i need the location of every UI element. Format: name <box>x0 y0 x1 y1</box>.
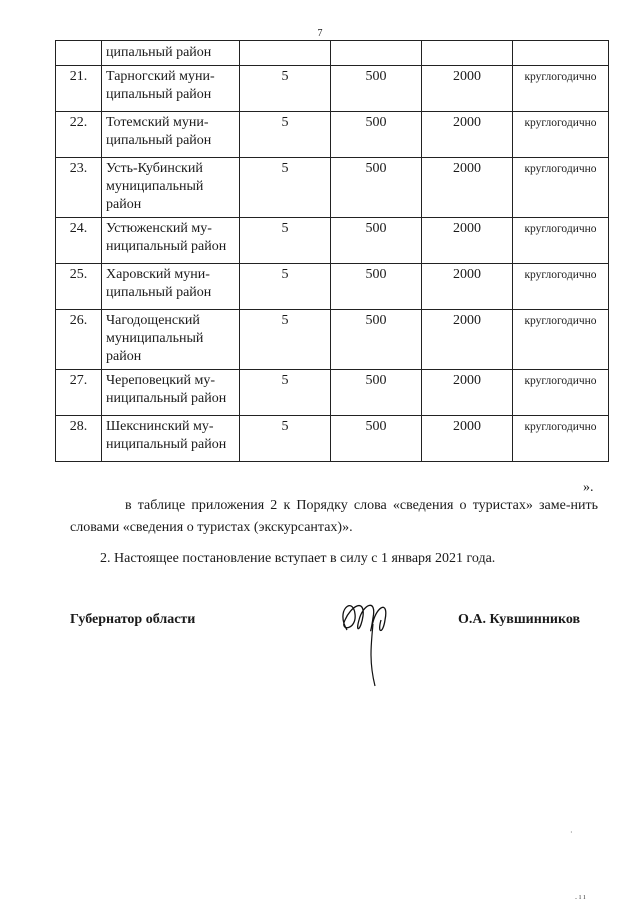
row-number-cell: 28. <box>56 416 102 462</box>
value-c-cell: 2000 <box>422 264 513 310</box>
value-a-cell: 5 <box>240 264 331 310</box>
value-a-cell: 5 <box>240 218 331 264</box>
value-c-cell: 2000 <box>422 218 513 264</box>
value-c-cell: 2000 <box>422 158 513 218</box>
handwritten-signature <box>325 590 415 690</box>
value-a-cell: 5 <box>240 112 331 158</box>
district-name-cell: Тарногский муни-ципальный район <box>102 66 240 112</box>
value-b-cell: 500 <box>331 112 422 158</box>
value-b-cell: 500 <box>331 66 422 112</box>
scan-marks: . ı ı <box>575 892 586 901</box>
value-a-cell: 5 <box>240 310 331 370</box>
district-name-cell: Череповецкий му-ниципальный район <box>102 370 240 416</box>
table-row-continued <box>56 41 609 66</box>
value-c-cell: 2000 <box>422 416 513 462</box>
period-cell: круглогодично <box>513 310 609 370</box>
period-cell: круглогодично <box>513 112 609 158</box>
period-cell: круглогодично <box>513 158 609 218</box>
value-b-cell: 500 <box>331 370 422 416</box>
period-cell: круглогодично <box>513 416 609 462</box>
row-number-cell: 21. <box>56 66 102 112</box>
value-b-cell: 500 <box>331 416 422 462</box>
period-cell: круглогодично <box>513 66 609 112</box>
value-c-cell: 2000 <box>422 370 513 416</box>
value-a-cell: 5 <box>240 416 331 462</box>
table-row <box>56 370 609 416</box>
table-row <box>56 66 609 112</box>
value-c-cell: 2000 <box>422 310 513 370</box>
closing-quote: ». <box>583 480 594 495</box>
value-c-cell: 2000 <box>422 112 513 158</box>
table-row <box>56 416 609 462</box>
signatory-title: Губернатор области <box>70 612 196 627</box>
table-row <box>56 310 609 370</box>
period-cell: круглогодично <box>513 264 609 310</box>
page-number: 7 <box>317 28 323 39</box>
table-row <box>56 218 609 264</box>
district-name-cell: Харовский муни-ципальный район <box>102 264 240 310</box>
signatory-name: О.А. Кувшинников <box>458 612 581 627</box>
amendment-paragraph: в таблице приложения 2 к Порядку слова «сведения о туристах» заме-нить словами «сведения о туристах (экскурсантах)». <box>70 498 598 535</box>
row-number-cell: 27. <box>56 370 102 416</box>
value-b-cell: 500 <box>331 310 422 370</box>
district-name-cell: Шекснинский му-ниципальный район <box>102 416 240 462</box>
period-cell: круглогодично <box>513 370 609 416</box>
period-cell: круглогодично <box>513 218 609 264</box>
effective-date-paragraph: 2. Настоящее постановление вступает в силу с 1 января 2021 года. <box>100 551 496 566</box>
value-b-cell: 500 <box>331 218 422 264</box>
row-number-cell: 22. <box>56 112 102 158</box>
value-a-cell: 5 <box>240 158 331 218</box>
table-row <box>56 264 609 310</box>
district-name-cell: Тотемский муни-ципальный район <box>102 112 240 158</box>
row-number-cell: 26. <box>56 310 102 370</box>
value-b-cell: 500 <box>331 158 422 218</box>
row-number-cell: 25. <box>56 264 102 310</box>
value-b-cell: 500 <box>331 264 422 310</box>
district-name-cell: Устюженский му-ниципальный район <box>102 218 240 264</box>
continued-name-cell: ципальный район <box>102 41 240 66</box>
row-number-cell: 24. <box>56 218 102 264</box>
table-row <box>56 112 609 158</box>
table-row <box>56 158 609 218</box>
district-name-cell: Усть-Кубинский муниципальный район <box>102 158 240 218</box>
districts-table <box>55 40 609 462</box>
value-c-cell: 2000 <box>422 66 513 112</box>
value-a-cell: 5 <box>240 370 331 416</box>
scan-speck: · <box>570 828 573 837</box>
row-number-cell: 23. <box>56 158 102 218</box>
district-name-cell: Чагодощенский муниципальный район <box>102 310 240 370</box>
value-a-cell: 5 <box>240 66 331 112</box>
